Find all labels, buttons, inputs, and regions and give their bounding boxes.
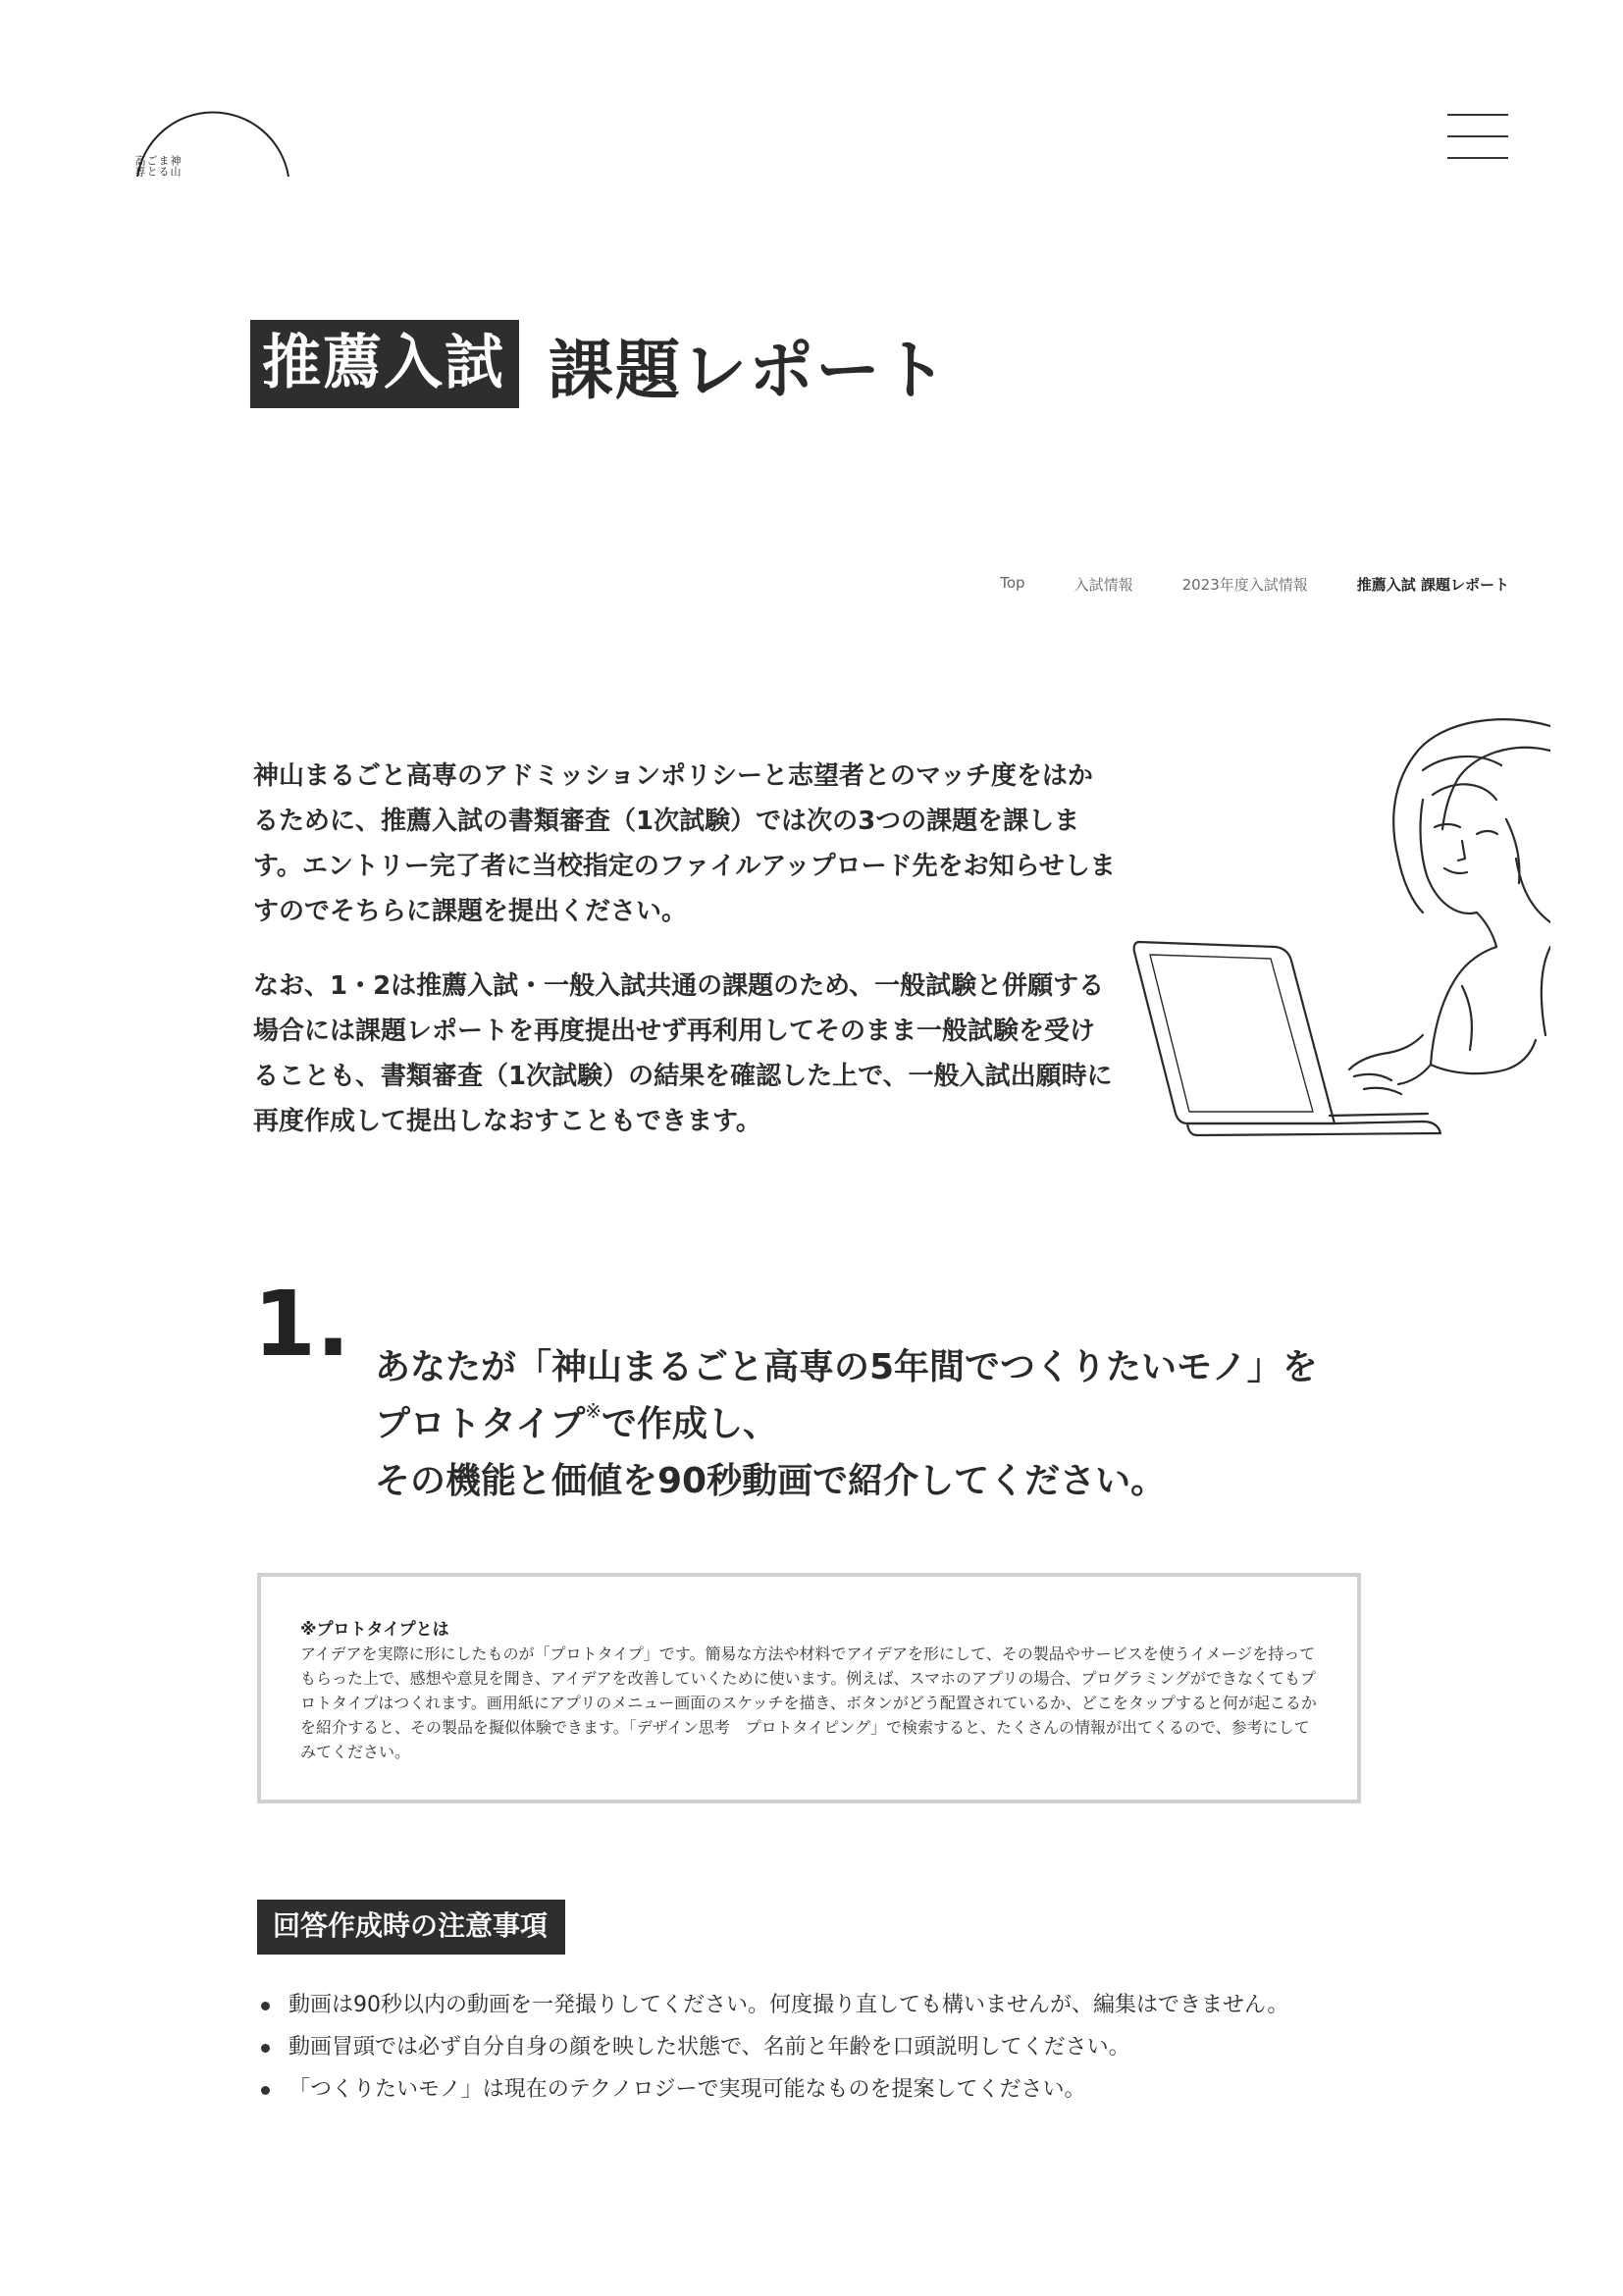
site-logo[interactable] [126, 98, 292, 186]
prototype-note-title: ※プロトタイプとは [300, 1620, 449, 1640]
breadcrumb-top-link[interactable]: Top [1000, 574, 1025, 592]
hamburger-menu-button[interactable] [1447, 114, 1508, 159]
intro-text [253, 754, 1117, 1174]
list-item: 動画は90秒以内の動画を一発撮りしてください。何度撮り直しても構いませんが、編集はできません。 [257, 1984, 1435, 2026]
intro-paragraph-2: なお、1・2は推薦入試・一般入試共通の課題のため、一般試験と併願する場合には課題レポートを再度提出せず再利用してそのまま一般試験を受けることも、書類審査（1次試験）の結果を確認した上で、一般入試出願時に再度作成して提出しなおすこともできます。 [253, 971, 1113, 1136]
caution-list [257, 1984, 1435, 2111]
logo-text: 神山まるごと高専 [133, 155, 182, 177]
hamburger-line [1447, 114, 1508, 116]
caution-heading: 回答作成時の注意事項 [257, 1900, 565, 1955]
breadcrumb-current: 推薦入試 課題レポート [1356, 576, 1509, 594]
person-with-laptop-illustration [1128, 711, 1550, 1143]
section-1-heading-line-1: あなたが「神山まるごと高専の5年間でつくりたいモノ」を [375, 1347, 1318, 1387]
page-title [250, 319, 949, 409]
section-1-heading-line-2-part-a: プロトタイプ [375, 1404, 586, 1444]
breadcrumb-2023-link[interactable]: 2023年度入試情報 [1181, 576, 1308, 594]
prototype-note-box [257, 1573, 1361, 1803]
section-1-heading [375, 1339, 1405, 1510]
hamburger-line [1447, 157, 1508, 159]
section-1-heading-line-3: その機能と価値を90秒動画で紹介してください。 [375, 1461, 1167, 1501]
page-title-tag: 推薦入試 [250, 320, 519, 408]
breadcrumb-admission-link[interactable]: 入試情報 [1073, 576, 1133, 594]
list-item: 動画冒頭では必ず自分自身の顔を映した状態で、名前と年齢を口頭説明してください。 [257, 2026, 1435, 2068]
list-item: 「つくりたいモノ」は現在のテクノロジーで実現可能なものを提案してください。 [257, 2068, 1435, 2111]
prototype-footnote-mark: ※ [585, 1399, 602, 1423]
breadcrumb [951, 574, 1509, 595]
intro-paragraph-1: 神山まるごと高専のアドミッションポリシーと志望者とのマッチ度をはかるために、推薦入試の書類審査（1次試験）では次の3つの課題を課します。エントリー完了者に当校指定のファイルアップロード先をお知らせしますのでそちらに課題を提出ください。 [253, 761, 1116, 926]
page-title-main: 課題レポート [549, 332, 949, 408]
section-1-heading-line-2 [375, 1396, 1405, 1453]
section-1-heading-line-2-part-b: で作成し、 [601, 1404, 778, 1444]
hamburger-line [1447, 135, 1508, 137]
prototype-note-body: アイデアを実際に形にしたものが「プロトタイプ」です。簡易な方法や材料でアイデアを形にして、その製品やサービスを使うイメージを持ってもらった上で、感想や意見を聞き、アイデアを改善していくために使います。例えば、スマホのアプリの場合、プログラミングができなくてもプロトタイプはつくれます。画用紙にアプリのメニュー画面のスケッチを描き、ボタンがどう配置されているか、どこをタップすると何が起こるかを紹介すると、その製品を擬似体験できます。「デザイン思考 プロトタイピング」で検索すると、たくさんの情報が出てくるので、参考にしてみてください。 [300, 1644, 1317, 1761]
section-1-number: 1. [253, 1272, 350, 1377]
